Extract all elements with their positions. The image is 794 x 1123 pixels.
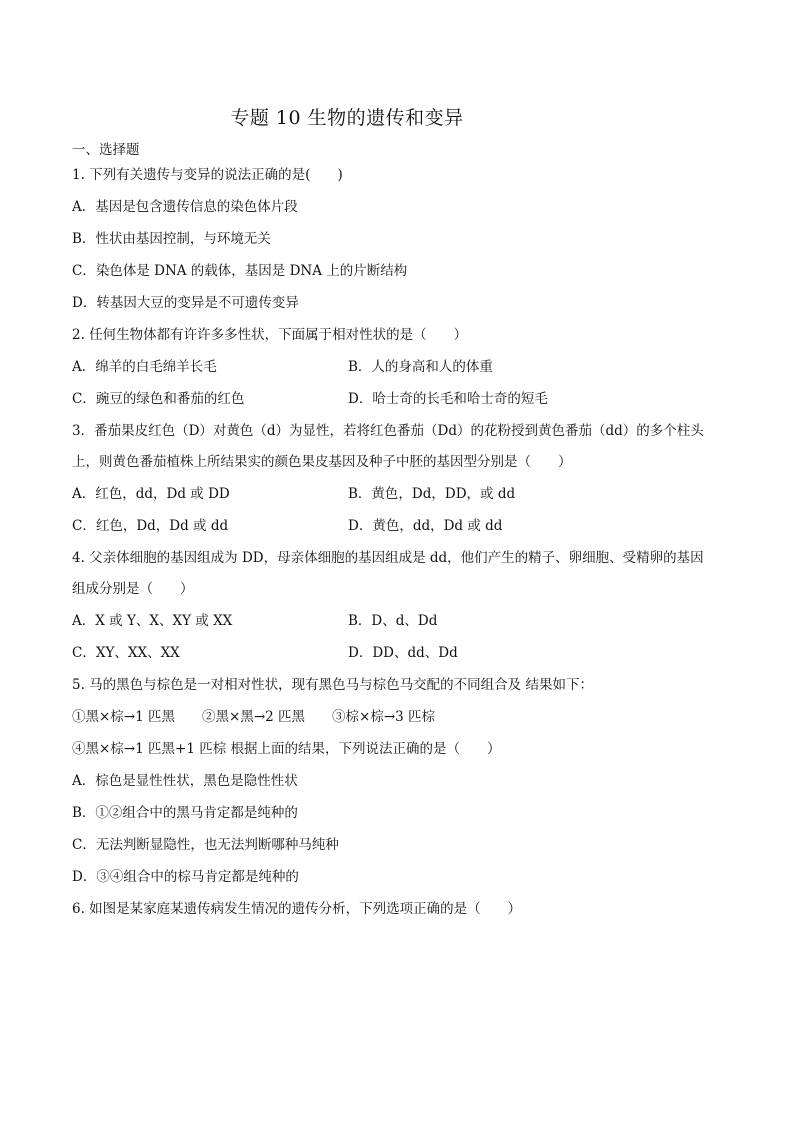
q4-option-d: D．DD、dd、Dd [348, 645, 458, 661]
q3-option-a: A．红色，dd，Dd 或 DD [72, 486, 230, 502]
q1-option-d: D．转基因大豆的变异是不可遗传变异 [72, 295, 299, 311]
q5-option-b: B．①②组合中的黑马肯定都是纯种的 [72, 805, 298, 821]
page-title [0, 103, 794, 130]
q3-stem-line1: 3．番茄果皮红色（D）对黄色（d）为显性，若将红色番茄（Dd）的花粉授到黄色番茄（dd）的多个柱头 [72, 423, 704, 439]
q5-option-d: D．③④组合中的棕马肯定都是纯种的 [72, 869, 299, 885]
q1-option-b: B．性状由基因控制，与环境无关 [72, 231, 271, 247]
q1-stem: 1. 下列有关遗传与变异的说法正确的是( ) [72, 167, 343, 183]
q4-option-c: C．XY、XX、XX [72, 645, 180, 661]
q4-option-b: B．D、d、Dd [348, 613, 438, 629]
q5-combo-line1: ①黑×棕→1 匹黑 ②黑×黑→2 匹黑 ③棕×棕→3 匹棕 [72, 709, 436, 725]
q1-option-a: A．基因是包含遗传信息的染色体片段 [72, 199, 298, 215]
q5-option-c: C．无法判断显隐性，也无法判断哪种马纯种 [72, 837, 339, 853]
q2-option-c: C．豌豆的绿色和番茄的红色 [72, 391, 245, 407]
q2-option-d: D．哈士奇的长毛和哈士奇的短毛 [348, 391, 548, 407]
q5-option-a: A．棕色是显性性状，黑色是隐性性状 [72, 773, 298, 789]
q4-stem-line1: 4. 父亲体细胞的基因组成为 DD，母亲体细胞的基因组成是 dd，他们产生的精子、卵细胞、受精卵的基因 [72, 550, 704, 566]
q5-combo-line2: ④黑×棕→1 匹黑+1 匹棕 根据上面的结果，下列说法正确的是（ ） [72, 741, 501, 757]
q4-option-a: A．X 或 Y、X、XY 或 XX [72, 613, 233, 629]
q6-stem: 6. 如图是某家庭某遗传病发生情况的遗传分析，下列选项正确的是（ ） [72, 901, 522, 917]
q3-stem-line2: 上，则黄色番茄植株上所结果实的颜色果皮基因及种子中胚的基因型分别是（ ） [72, 454, 572, 470]
q2-option-a: A．绵羊的白毛绵羊长毛 [72, 359, 217, 375]
section-heading: 一、选择题 [72, 142, 140, 158]
q2-stem: 2. 任何生物体都有许许多多性状，下面属于相对性状的是（ ） [72, 327, 468, 343]
q2-option-b: B．人的身高和人的体重 [348, 359, 493, 375]
q4-stem-line2: 组成分别是（ ） [72, 581, 194, 597]
q3-option-d: D．黄色，dd，Dd 或 dd [348, 518, 503, 534]
q1-option-c: C．染色体是 DNA 的载体，基因是 DNA 上的片断结构 [72, 263, 408, 279]
q3-option-b: B．黄色，Dd，DD，或 dd [348, 486, 516, 502]
q5-stem: 5. 马的黑色与棕色是一对相对性状，现有黑色马与棕色马交配的不同组合及 结果如下： [72, 677, 593, 693]
q3-option-c: C．红色，Dd，Dd 或 dd [72, 518, 229, 534]
title-text: 专题 10 生物的遗传和变异 [230, 107, 464, 129]
